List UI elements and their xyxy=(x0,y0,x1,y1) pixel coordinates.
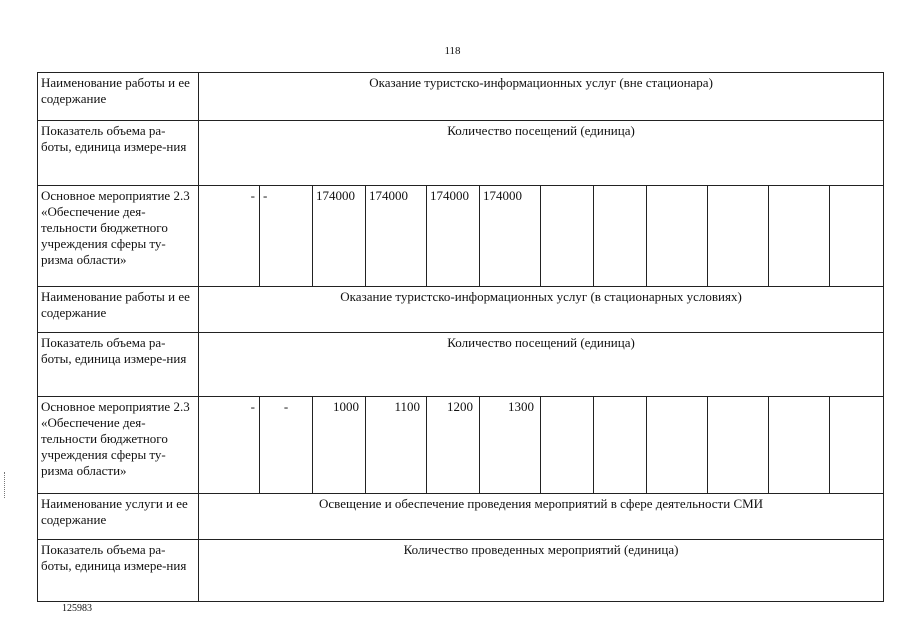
work-name-cell: Оказание туристско-информационных услуг (вне стационара) xyxy=(199,73,884,121)
indicator-cell: Количество посещений (единица) xyxy=(199,121,884,186)
row-label: Основное мероприятие 2.3 «Обеспечение дея-тельности бюджетного учреждения сферы ту-ризма области» xyxy=(38,397,199,494)
row-label: Показатель объема ра-боты, единица измере-ния xyxy=(38,121,199,186)
value-cell xyxy=(594,397,647,494)
value-cell: 1300 xyxy=(480,397,541,494)
value-cell xyxy=(647,397,708,494)
table-row xyxy=(38,73,884,121)
row-label: Основное мероприятие 2.3 «Обеспечение дея-тельности бюджетного учреждения сферы ту-ризма области» xyxy=(38,186,199,287)
value-cell: - xyxy=(199,397,260,494)
table-row xyxy=(38,540,884,602)
row-label: Наименование услуги и ее содержание xyxy=(38,494,199,540)
value-cell xyxy=(708,397,769,494)
value-cell xyxy=(830,186,884,287)
row-label: Наименование работы и ее содержание xyxy=(38,73,199,121)
service-name-cell: Освещение и обеспечение проведения мероприятий в сфере деятельности СМИ xyxy=(199,494,884,540)
value-cell: 1200 xyxy=(427,397,480,494)
indicator-cell: Количество проведенных мероприятий (единица) xyxy=(199,540,884,602)
row-label: Показатель объема ра-боты, единица измере-ния xyxy=(38,333,199,397)
work-name-cell: Оказание туристско-информационных услуг (в стационарных условиях) xyxy=(199,287,884,333)
value-cell xyxy=(647,186,708,287)
value-cell xyxy=(708,186,769,287)
value-cell: 174000 xyxy=(313,186,366,287)
table-row xyxy=(38,121,884,186)
value-cell xyxy=(769,186,830,287)
table-row xyxy=(38,494,884,540)
value-cell: - xyxy=(199,186,260,287)
value-cell: 174000 xyxy=(480,186,541,287)
row-label: Показатель объема ра-боты, единица измере-ния xyxy=(38,540,199,602)
document-id: 125983 xyxy=(62,603,92,614)
value-cell: 174000 xyxy=(366,186,427,287)
value-cell: - xyxy=(260,397,313,494)
table-row xyxy=(38,397,884,494)
value-cell xyxy=(541,397,594,494)
table-row xyxy=(38,186,884,287)
table-row xyxy=(38,287,884,333)
value-cell xyxy=(769,397,830,494)
value-cell: 1000 xyxy=(313,397,366,494)
value-cell: 1100 xyxy=(366,397,427,494)
value-cell: 174000 xyxy=(427,186,480,287)
value-cell xyxy=(541,186,594,287)
value-cell xyxy=(830,397,884,494)
indicator-cell: Количество посещений (единица) xyxy=(199,333,884,397)
plan-table xyxy=(37,72,884,602)
row-label: Наименование работы и ее содержание xyxy=(38,287,199,333)
value-cell xyxy=(594,186,647,287)
value-cell: - xyxy=(260,186,313,287)
table-row xyxy=(38,333,884,397)
margin-marks xyxy=(4,472,7,498)
page-number: 118 xyxy=(444,45,461,57)
